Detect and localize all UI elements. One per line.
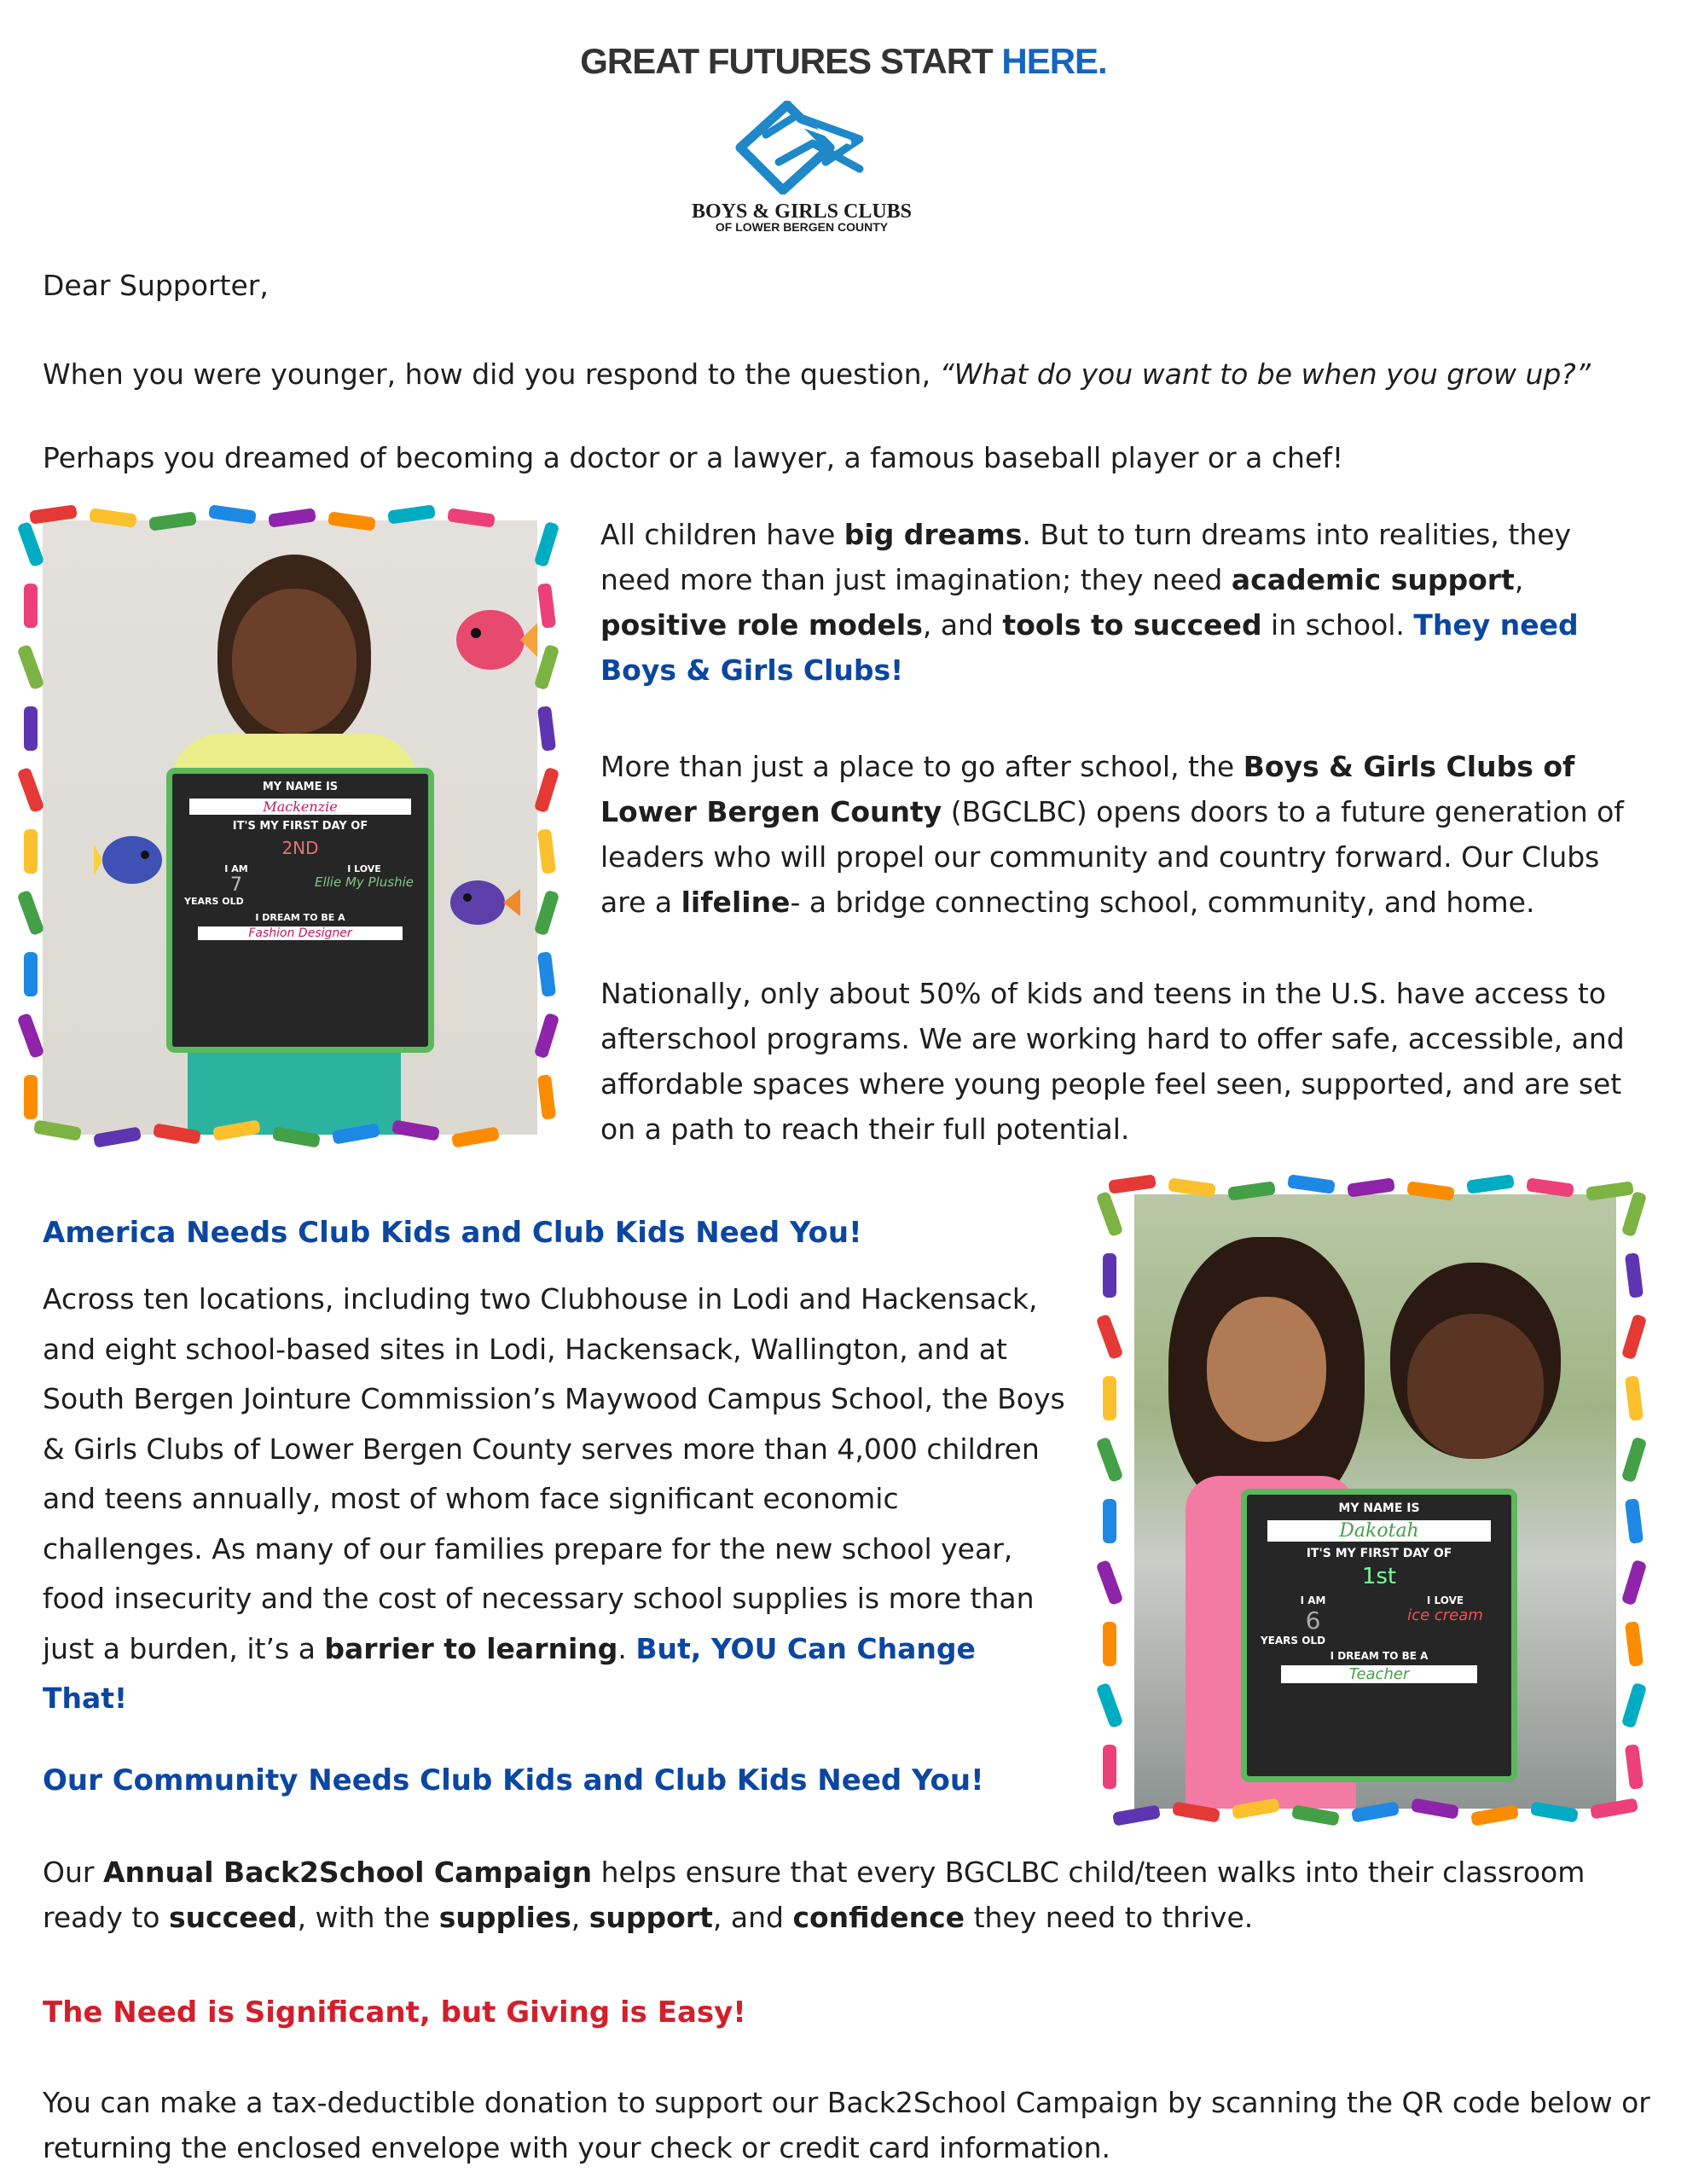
board-header: MY NAME IS bbox=[262, 781, 339, 793]
crayon-icon bbox=[24, 584, 38, 628]
org-name-line2: OF LOWER BERGEN COUNTY bbox=[715, 220, 889, 234]
fish-decoration-icon bbox=[443, 870, 520, 934]
crayon-icon bbox=[1621, 1314, 1648, 1360]
chalkboard-sign-1 bbox=[166, 768, 434, 1053]
paragraph-locations: Across ten locations, including two Clubhouse in Lodi and Hackensack, and eight school-based sites in Lodi, Hackensack, Wallington, and at South Bergen Jointure Commission’s Maywood Campus School, the Boys & Girls Clubs of Lower Bergen County serves more than 4,000 children and teens annually, most of whom face significant economic challenges. As many of our families prepare for the new school year, food insecurity and the cost of necessary school supplies is more than just a burden, it’s a barrier to learning. But, YOU Can Change That! bbox=[43, 1282, 1065, 1715]
board-love: ice cream bbox=[1407, 1606, 1483, 1624]
crayon-icon bbox=[1625, 1744, 1644, 1790]
crayon-icon bbox=[1287, 1174, 1336, 1194]
crayon-icon bbox=[1096, 1560, 1124, 1606]
crayon-icon bbox=[1625, 1252, 1644, 1298]
paragraph-nationally: Nationally, only about 50% of kids and teens in the U.S. have access to afterschool programs. We are working hard to offer safe, accessible, and affordable spaces where young people feel seen, supported, and are set on a path to reach their full potential. bbox=[600, 977, 1625, 1146]
board-dream-label: I DREAM TO BE A bbox=[255, 912, 345, 923]
crayon-icon bbox=[537, 583, 556, 629]
crayon-icon bbox=[17, 521, 45, 567]
crayon-icon bbox=[1621, 1682, 1648, 1728]
org-name-line1: BOYS & GIRLS CLUBS bbox=[691, 200, 913, 223]
crayon-icon bbox=[24, 952, 38, 996]
board-i-am: I AM bbox=[1300, 1594, 1326, 1606]
intro-question: When you were younger, how did you respond to the question, “What do you want to be when you grow up?” bbox=[43, 357, 1591, 391]
board-years-old: YEARS OLD bbox=[184, 896, 244, 907]
crayon-icon bbox=[1625, 1621, 1644, 1667]
paragraph-donation: You can make a tax-deductible donation to support our Back2School Campaign by scanning the QR code below or returning the enclosed envelope with your check or credit card information. bbox=[43, 2086, 1650, 2164]
board-first-day: IT'S MY FIRST DAY OF bbox=[1306, 1547, 1452, 1560]
salutation: Dear Supporter, bbox=[43, 269, 269, 302]
board-name: Mackenzie bbox=[189, 799, 411, 815]
board-years-old: YEARS OLD bbox=[1261, 1635, 1326, 1647]
tagline-main: GREAT FUTURES START bbox=[580, 41, 1002, 81]
tagline-accent: HERE. bbox=[1001, 41, 1107, 81]
board-name: Dakotah bbox=[1267, 1520, 1491, 1542]
heading-community: Our Community Needs Club Kids and Club Kids Need You! bbox=[43, 1763, 984, 1798]
crayon-icon bbox=[1621, 1191, 1648, 1237]
heading-america: America Needs Club Kids and Club Kids Need You! bbox=[43, 1216, 862, 1250]
crayon-icon bbox=[1625, 1375, 1644, 1421]
board-header: MY NAME IS bbox=[1338, 1502, 1420, 1515]
crayon-icon bbox=[1096, 1682, 1124, 1728]
crayon-icon bbox=[537, 951, 556, 997]
crayon-icon bbox=[17, 1013, 45, 1059]
crayon-icon bbox=[24, 829, 38, 874]
crayon-icon bbox=[1103, 1253, 1116, 1298]
crayon-icon bbox=[534, 521, 560, 567]
photo-frame-2 bbox=[1100, 1173, 1646, 1830]
board-dream: Fashion Designer bbox=[198, 926, 403, 940]
crayon-icon bbox=[1103, 1499, 1116, 1543]
child-shorts bbox=[188, 1049, 401, 1135]
crayon-icon bbox=[1096, 1437, 1124, 1483]
child-face bbox=[232, 589, 357, 734]
crayon-icon bbox=[537, 828, 556, 874]
crayon-icon bbox=[1096, 1314, 1124, 1360]
crayon-icon bbox=[1621, 1560, 1648, 1606]
crayon-icon bbox=[1621, 1437, 1648, 1483]
photo-girls-chalkboard bbox=[1134, 1194, 1616, 1809]
crayon-icon bbox=[1108, 1174, 1157, 1194]
chalkboard-sign-2 bbox=[1241, 1489, 1517, 1782]
crayon-icon bbox=[17, 890, 45, 936]
fish-decoration-icon bbox=[94, 828, 171, 892]
tagline bbox=[0, 41, 1687, 82]
paragraph-big-dreams: All children have big dreams. But to turn dreams into realities, they need more than just imagination; they need academic support, positive role models, and tools to succeed in school. They need Boys & Girls Clubs! bbox=[600, 518, 1579, 687]
board-i-love: I LOVE bbox=[1426, 1594, 1464, 1606]
photo-girl-chalkboard bbox=[43, 520, 537, 1135]
crayon-icon bbox=[1103, 1376, 1116, 1420]
crayon-icon bbox=[24, 706, 38, 751]
board-grade: 1st bbox=[1361, 1564, 1397, 1589]
paragraph-back2school: Our Annual Back2School Campaign helps ensure that every BGCLBC child/teen walks into their classroom ready to succeed, with the supplies, support, and confidence they need to thrive. bbox=[43, 1856, 1586, 1934]
crayon-icon bbox=[537, 706, 556, 752]
board-love: Ellie My Plushie bbox=[314, 874, 414, 890]
bgc-logo-icon bbox=[732, 101, 875, 195]
crayon-icon bbox=[534, 1013, 560, 1059]
crayon-icon bbox=[17, 767, 45, 813]
crayon-icon bbox=[534, 890, 560, 936]
board-grade: 2ND bbox=[281, 838, 319, 858]
board-dream: Teacher bbox=[1281, 1665, 1477, 1683]
crayon-icon bbox=[17, 644, 45, 690]
fish-decoration-icon bbox=[443, 597, 537, 682]
crayon-icon bbox=[1103, 1622, 1116, 1666]
board-i-love: I LOVE bbox=[347, 863, 381, 874]
paragraph-lifeline: More than just a place to go after school, the Boys & Girls Clubs of Lower Bergen County (BGCLBC) opens doors to a future generation of leaders who will propel our community and country forward. Our Clubs are a lifeline- a bridge connecting school, community, and home. bbox=[600, 750, 1624, 919]
crayon-icon bbox=[1625, 1498, 1644, 1544]
crayon-icon bbox=[534, 767, 560, 813]
board-age: 6 bbox=[1305, 1606, 1321, 1635]
crayon-icon bbox=[534, 644, 560, 690]
board-dream-label: I DREAM TO BE A bbox=[1330, 1650, 1429, 1662]
crayon-icon bbox=[1103, 1745, 1116, 1789]
crayon-icon bbox=[1096, 1191, 1124, 1237]
crayon-icon bbox=[24, 1075, 38, 1119]
dream-line: Perhaps you dreamed of becoming a doctor or a lawyer, a famous baseball player or a chef! bbox=[43, 441, 1344, 474]
crayon-icon bbox=[1466, 1174, 1515, 1194]
child-face-left bbox=[1207, 1297, 1326, 1442]
board-age: 7 bbox=[230, 874, 242, 896]
crayon-icon bbox=[537, 1074, 556, 1120]
board-first-day: IT'S MY FIRST DAY OF bbox=[232, 820, 368, 833]
crayon-icon bbox=[1112, 1804, 1161, 1826]
heading-giving-easy: The Need is Significant, but Giving is Easy! bbox=[43, 1995, 746, 2030]
photo-frame-1 bbox=[21, 503, 559, 1152]
board-i-am: I AM bbox=[224, 863, 248, 874]
child-face-right bbox=[1407, 1314, 1544, 1459]
